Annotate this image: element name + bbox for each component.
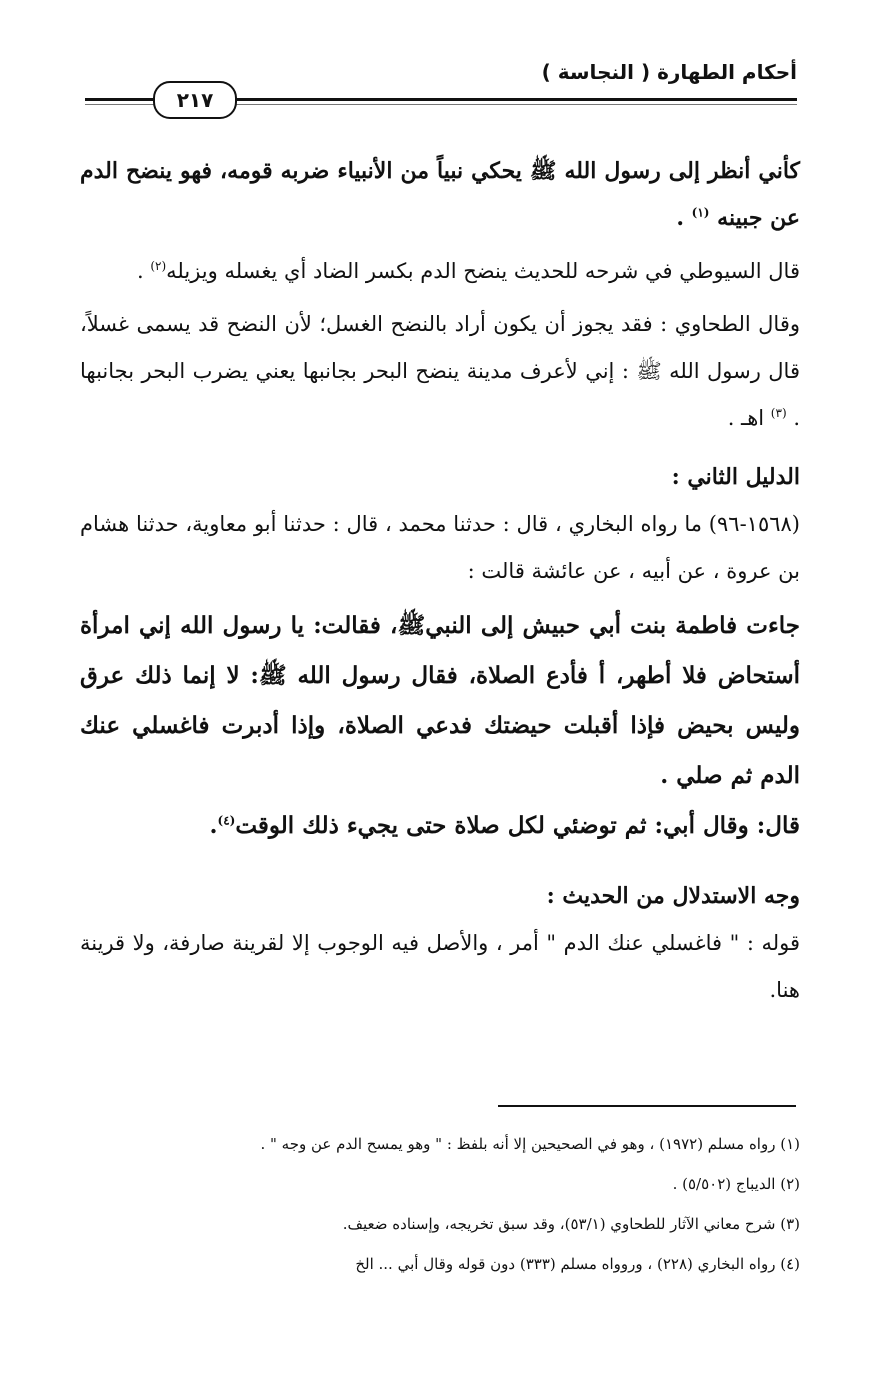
footnote-ref: (١): [691, 205, 710, 220]
paragraph-text: قال السيوطي في شرحه للحديث ينضح الدم بكسر الضاد أي يغسله ويزيله: [166, 259, 800, 283]
footnote-ref: (٤): [217, 813, 236, 828]
footnote-3: (٣) شرح معاني الآثار للطحاوي (٥٣/١)، وقد سبق تخريجه، وإسناده ضعيف.: [342, 1215, 800, 1233]
inference-paragraph: قوله : " فاغسلي عنك الدم " أمر ، والأصل فيه الوجوب إلا لقرينة صارفة، ولا قرينة هنا.: [80, 931, 800, 1002]
suyuti-paragraph: قال السيوطي في شرحه للحديث ينضح الدم بكسر الضاد أي يغسله ويزيله$^{(٢)}$ .: [136, 259, 800, 283]
footnote-ref: (٣): [770, 406, 787, 420]
paragraph-text: كأني أنظر إلى رسول الله ﷺ يحكي نبياً من الأنبياء ضربه قومه، فهو ينضح الدم عن جبينه: [80, 158, 800, 231]
footnote-2: (٢) الديباج (٥/٥٠٢) .: [672, 1175, 800, 1193]
section-heading: وجه الاستدلال من الحديث :: [546, 883, 800, 909]
footnote-separator: [498, 1105, 796, 1107]
tahawi-paragraph: [80, 301, 800, 442]
paragraph-text: وقال الطحاوي : فقد يجوز أن يكون أراد بالنضح الغسل؛ لأن النضح قد يسمى غسلاً، قال رسول الله ﷺ : إني لأعرف مدينة ينضح البحر بجانبها يعني يضرب البحر بجانبها .: [80, 312, 800, 430]
section-heading: الدليل الثاني :: [671, 464, 800, 490]
paragraph-end-mark: اهـ .: [727, 406, 765, 430]
hadith-text-paragraph: جاءت فاطمة بنت أبي حبيش إلى النبيﷺ، فقالت: يا رسول الله إني امرأة أستحاض فلا أطهر، أ فأدع الصلاة، فقال رسول الله ﷺ: لا إنما ذلك عرق وليس بحيض فإذا أقبلت حيضتك فدعي الصلاة، وإذا أدبرت فاغسلي عنك الدم ثم صلي .: [80, 612, 800, 789]
footnote-ref: (٢): [150, 259, 167, 273]
hadith-quote-paragraph: كأني أنظر إلى رسول الله ﷺ يحكي نبياً من الأنبياء ضربه قومه، فهو ينضح الدم عن جبينه $^{(١)}$ .: [80, 158, 800, 231]
hadith-continuation: قال: وقال أبي: ثم توضئي لكل صلاة حتى يجيء ذلك الوقت$^{(٤)}$.: [209, 812, 800, 839]
footnotes: [80, 1124, 800, 1284]
page-body: [80, 148, 800, 1014]
footnote-1: (١) رواه مسلم (١٩٧٢) ، وهو في الصحيحين إلا أنه بلفظ : " وهو يمسح الدم عن وجه " .: [260, 1135, 800, 1153]
footnote-4: (٤) رواه البخاري (٢٢٨) ، وروواه مسلم (٣٣٣) دون قوله وقال أبي ... الخ: [355, 1255, 800, 1273]
page-header: [85, 58, 797, 118]
running-title: أحكام الطهارة ( النجاسة ): [541, 60, 797, 84]
page-number: ٢١٧: [153, 81, 237, 119]
isnad-paragraph: (١٥٦٨-٩٦) ما رواه البخاري ، قال : حدثنا محمد ، قال : حدثنا أبو معاوية، حدثنا هشام بن عروة ، عن أبيه ، عن عائشة قالت :: [80, 512, 800, 583]
paragraph-text: قال: وقال أبي: ثم توضئي لكل صلاة حتى يجيء ذلك الوقت: [235, 812, 800, 839]
